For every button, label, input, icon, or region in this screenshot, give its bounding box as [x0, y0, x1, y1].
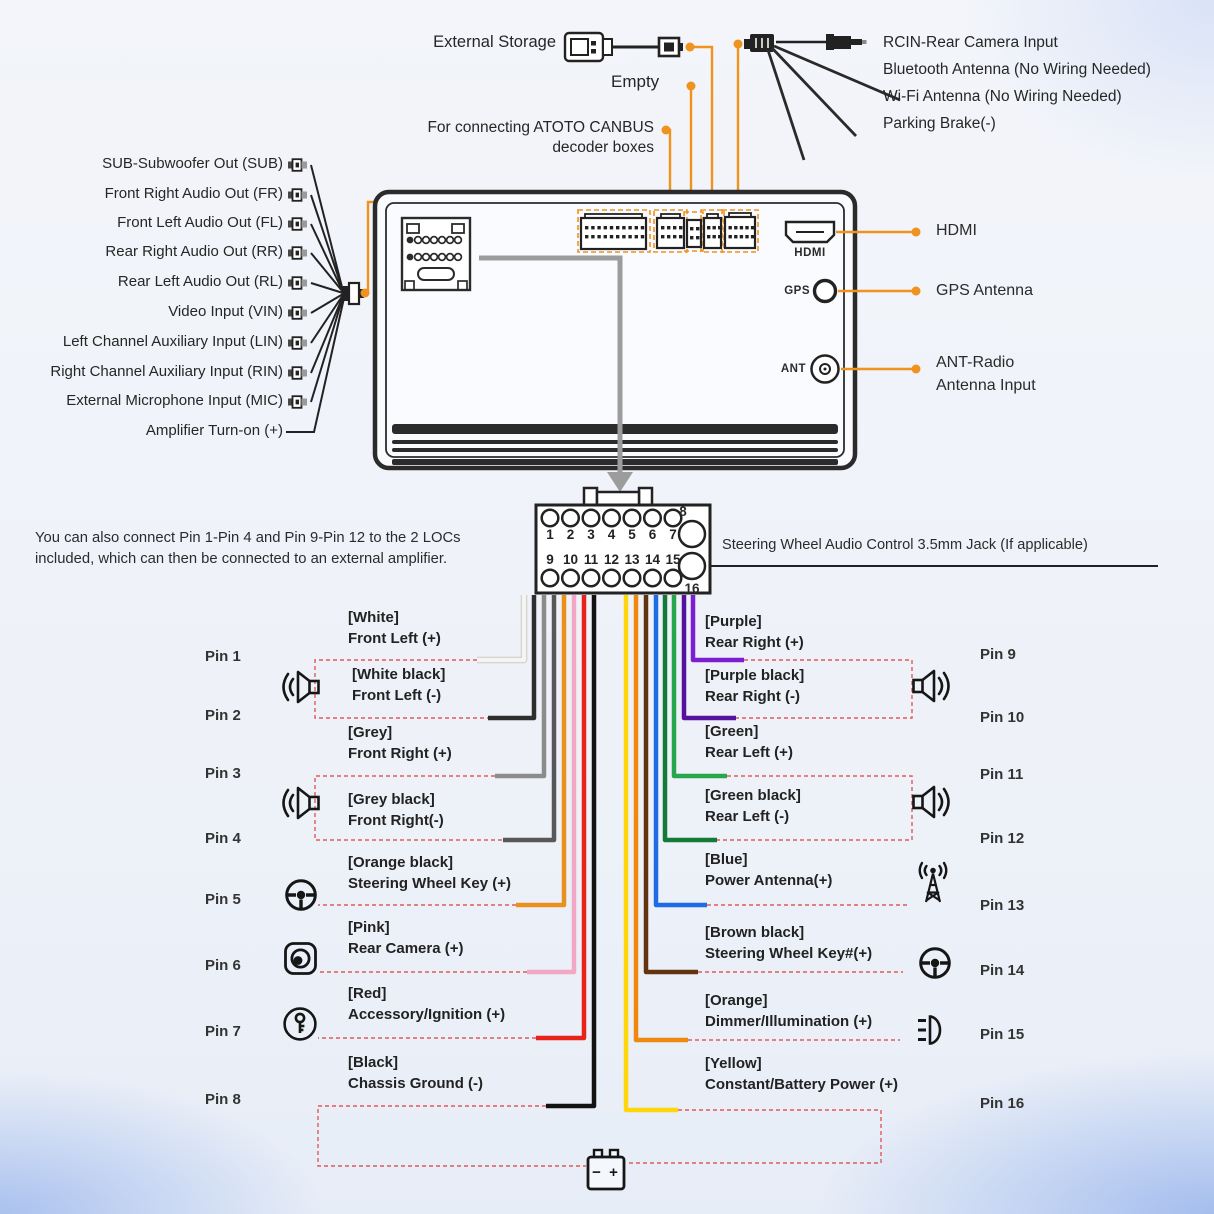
- wire-function: Front Left (+): [348, 630, 441, 647]
- wire-label-pin8: [348, 1052, 483, 1094]
- pin-numbers-bottom-row: [541, 552, 682, 567]
- wire-color-tag: [Grey]: [348, 724, 393, 741]
- wire-label-pin16: [705, 1053, 898, 1095]
- power-antenna-icon: [920, 863, 947, 902]
- pin-numbers-top-row: [541, 527, 682, 542]
- wire-function: Chassis Ground (-): [348, 1075, 484, 1092]
- wire-color-tag: [White black]: [352, 666, 446, 683]
- external-storage-cable: [565, 33, 683, 61]
- port-label-sub: SUB-Subwoofer Out (SUB): [102, 155, 283, 172]
- rear-camera-icon: [286, 944, 316, 974]
- wire-function: Rear Right (+): [705, 634, 804, 651]
- swc-jack-label: Steering Wheel Audio Control 3.5mm Jack (If applicable): [722, 537, 1088, 553]
- orange-dot-left: [361, 289, 370, 298]
- wire-color-tag: [Grey black]: [348, 791, 435, 808]
- ignition-key-icon: [285, 1009, 316, 1040]
- port-label-fr: Front Right Audio Out (FR): [104, 185, 283, 202]
- wire-function: Front Right (+): [348, 745, 452, 762]
- wifi-antenna-label: Wi-Fi Antenna (No Wiring Needed): [883, 88, 1122, 105]
- pin-number-7: 7: [669, 527, 677, 542]
- pin-number-2: 2: [566, 527, 575, 542]
- wire-label-pin14: [705, 922, 872, 964]
- rca-icon-fr: [288, 189, 307, 201]
- rca-icon-lin: [288, 337, 307, 349]
- pin12-label: Pin 12: [980, 830, 1025, 847]
- wire-color-tag: [Purple black]: [705, 667, 805, 684]
- harness-wires: [477, 595, 744, 1110]
- pin-number-3: 3: [587, 527, 595, 542]
- wire-function: Accessory/Ignition (+): [348, 1006, 506, 1023]
- pin6-label: Pin 6: [205, 957, 241, 974]
- rca-plug-icons: [288, 159, 307, 408]
- speaker-icon-front-right: [284, 788, 319, 818]
- pin-number-13: 13: [624, 552, 640, 567]
- wire-function: Rear Left (-): [705, 808, 790, 825]
- wire-label-pin9: [705, 611, 804, 653]
- wire-function: Front Right(-): [348, 812, 444, 829]
- orange-leads-top: [666, 44, 738, 212]
- wire-color-tag: [Blue]: [705, 851, 748, 868]
- hdmi-callout-label: HDMI: [936, 222, 977, 239]
- speaker-icon-rear-right: [914, 671, 949, 701]
- iso-socket: [402, 218, 470, 290]
- wire-color-tag: [Pink]: [348, 919, 390, 936]
- wire-function: Power Antenna(+): [705, 872, 833, 889]
- wire-label-pin15: [705, 990, 872, 1032]
- loc-note-line2: included, which can then be connected to an external amplifier.: [35, 551, 448, 567]
- rca-icon-rl: [288, 277, 307, 289]
- wire-color-tag: [Green]: [705, 723, 759, 740]
- pin-number-5: 5: [628, 527, 636, 542]
- pin7-label: Pin 7: [205, 1023, 241, 1040]
- empty-label: Empty: [611, 72, 660, 91]
- pin15-label: Pin 15: [980, 1026, 1025, 1043]
- wire-function: Dimmer/Illumination (+): [705, 1013, 873, 1030]
- rca-icon-rr: [288, 247, 307, 259]
- pin-number-11: 11: [583, 552, 599, 567]
- rca-icon-rin: [288, 367, 307, 379]
- hdmi-port-label: HDMI: [794, 247, 826, 259]
- wire-label-pin13: [705, 849, 832, 891]
- pin3-label: Pin 3: [205, 765, 241, 782]
- steering-wheel-icon-pin5: [287, 881, 316, 910]
- external-storage-label: External Storage: [433, 33, 556, 51]
- wire-label-pin5: [348, 852, 511, 894]
- rcin-harness-cable: [744, 34, 900, 160]
- orange-dots-right: [912, 228, 921, 374]
- wire-pin1-white: [477, 595, 524, 660]
- steering-wheel-icon-pin14: [921, 949, 950, 978]
- wire-function: Rear Left (+): [705, 744, 793, 761]
- wire-label-pin12: [705, 785, 801, 827]
- dimmer-headlight-icon: [918, 1017, 940, 1044]
- wire-label-pin1: [348, 607, 441, 649]
- pin8-label: Pin 8: [205, 1091, 241, 1108]
- pin5-label: Pin 5: [205, 891, 241, 908]
- pin-number-15: 15: [665, 552, 681, 567]
- canbus-label-line2: decoder boxes: [552, 139, 654, 156]
- wire-color-tag: [Green black]: [705, 787, 801, 804]
- left-port-fan-lines: [286, 165, 344, 432]
- rca-icon-vin: [288, 307, 307, 319]
- pin11-label: Pin 11: [980, 766, 1024, 783]
- loc-note-line1: You can also connect Pin 1-Pin 4 and Pin 9-Pin 12 to the 2 LOCs: [35, 530, 461, 546]
- pin-number-6: 6: [648, 527, 657, 542]
- wire-label-pin11: [705, 721, 793, 763]
- pin-number-12: 12: [603, 552, 620, 567]
- port-label-lin: Left Channel Auxiliary Input (LIN): [62, 333, 283, 350]
- pin9-label: Pin 9: [980, 646, 1016, 663]
- rca-icon-mic: [288, 396, 307, 408]
- speaker-icon-front-left: [284, 672, 319, 702]
- wire-label-pin7: [348, 983, 505, 1025]
- port-label-amp: Amplifier Turn-on (+): [145, 422, 283, 439]
- pin2-label: Pin 2: [205, 707, 241, 724]
- wire-color-tag: [Purple]: [705, 613, 762, 630]
- wire-color-tag: [Orange black]: [348, 854, 454, 871]
- wire-color-tag: [Yellow]: [705, 1055, 762, 1072]
- wire-color-tag: [Brown black]: [705, 924, 805, 941]
- wire-label-pin10: [705, 665, 804, 707]
- speaker-icon-rear-left: [914, 787, 949, 817]
- wire-color-tag: [Orange]: [705, 992, 768, 1009]
- port-label-fl: Front Left Audio Out (FL): [117, 214, 283, 231]
- port-label-rin: Right Channel Auxiliary Input (RIN): [50, 363, 283, 380]
- pin1-label: Pin 1: [205, 648, 241, 665]
- gps-port-label: GPS: [784, 285, 810, 297]
- port-label-mic: External Microphone Input (MIC): [66, 392, 283, 409]
- pin-number-10: 10: [562, 552, 579, 567]
- port-label-rl: Rear Left Audio Out (RL): [117, 273, 283, 290]
- ant-port-label: ANT: [780, 363, 806, 375]
- pin-number-1: 1: [546, 527, 554, 542]
- pin10-label: Pin 10: [980, 709, 1025, 726]
- rca-icon-fl: [288, 218, 307, 230]
- wire-label-pin4: [348, 789, 444, 831]
- pin-number-9: 9: [546, 552, 554, 567]
- wire-color-tag: [Black]: [348, 1054, 399, 1071]
- port-label-vin: Video Input (VIN): [168, 303, 283, 320]
- bluetooth-antenna-label: Bluetooth Antenna (No Wiring Needed): [883, 61, 1151, 78]
- wire-function: Front Left (-): [352, 687, 442, 704]
- ant-radio-callout-label: ANT-Radio Antenna Input: [936, 354, 1036, 394]
- wire-function: Steering Wheel Key#(+): [705, 945, 873, 962]
- wire-color-tag: [Red]: [348, 985, 387, 1002]
- wire-pin3-grey: [495, 595, 544, 776]
- rear-connector-row: [578, 210, 758, 252]
- pin13-label: Pin 13: [980, 897, 1025, 914]
- wire-color-tag: [White]: [348, 609, 399, 626]
- gps-port-icon: [815, 281, 836, 302]
- wire-function: Rear Right (-): [705, 688, 800, 705]
- pin-number-14: 14: [644, 552, 661, 567]
- wire-label-pin6: [348, 917, 463, 959]
- wire-function: Steering Wheel Key (+): [348, 875, 511, 892]
- pin16-label: Pin 16: [980, 1095, 1025, 1112]
- wire-function: Rear Camera (+): [348, 940, 464, 957]
- pin4-label: Pin 4: [205, 830, 241, 847]
- wire-label-pin2: [352, 664, 445, 706]
- canbus-label-line1: For connecting ATOTO CANBUS: [427, 119, 654, 136]
- pin-number-16: 16: [684, 581, 700, 596]
- head-unit: [375, 192, 855, 468]
- pin-number-8: 8: [679, 504, 687, 519]
- wire-pin1-outline: [477, 595, 524, 660]
- rcin-label: RCIN-Rear Camera Input: [883, 34, 1058, 51]
- pin-number-4: 4: [607, 527, 616, 542]
- battery-terminal-label: − +: [592, 1164, 620, 1181]
- wire-function: Constant/Battery Power (+): [705, 1076, 898, 1093]
- pin14-label: Pin 14: [980, 962, 1025, 979]
- port-label-rr: Rear Right Audio Out (RR): [105, 243, 283, 260]
- parking-brake-label: Parking Brake(-): [883, 115, 996, 132]
- gps-antenna-callout-label: GPS Antenna: [936, 282, 1033, 299]
- wire-label-pin3: [348, 722, 452, 764]
- rca-icon-sub: [288, 159, 307, 171]
